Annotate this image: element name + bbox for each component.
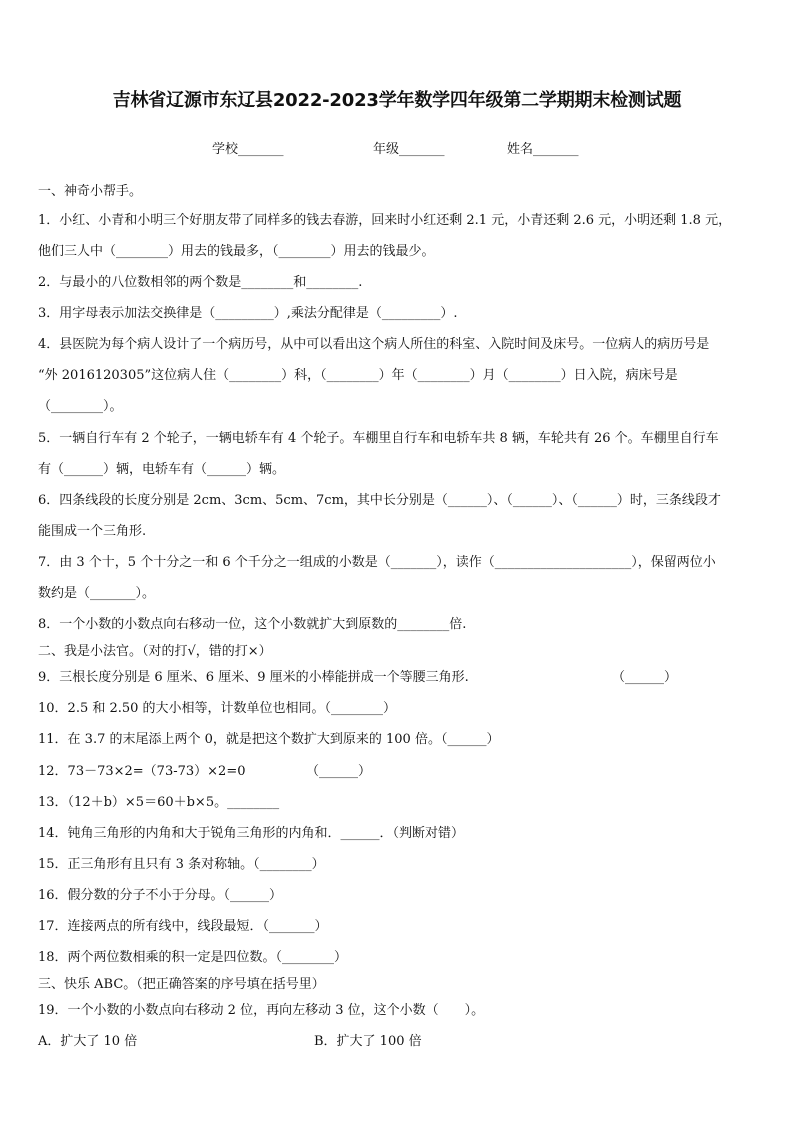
question-1-line-2: 他们三人中（________）用去的钱最多，（________）用去的钱最少。	[38, 244, 435, 259]
question-19-option-b: B．扩大了 100 倍	[314, 1034, 422, 1049]
question-10: 10．2.5 和 2.50 的大小相等，计数单位也相同。（________）	[38, 701, 397, 716]
grade-field: 年级_______	[373, 142, 445, 157]
question-7-line-2: 数约是（_______）。	[38, 586, 156, 601]
section-heading-1: 一、神奇小帮手。	[38, 184, 143, 199]
question-2: 2．与最小的八位数相邻的两个数是________和________.	[38, 275, 363, 290]
question-9: 9．三根长度分别是 6 厘米、6 厘米、9 厘米的小棒能拼成一个等腰三角形.	[38, 670, 469, 685]
question-15: 15．正三角形有且只有 3 条对称轴。（________）	[38, 857, 325, 872]
question-11: 11．在 3.7 的末尾添上两个 0，就是把这个数扩大到原来的 100 倍。（______）	[38, 732, 500, 747]
question-12: 12．73－73×2=（73-73）×2=0	[38, 764, 246, 779]
school-field: 学校_______	[212, 142, 284, 157]
question-14: 14．钝角三角形的内角和大于锐角三角形的内角和．______．（判断对错）	[38, 826, 465, 841]
section-heading-2: 二、我是小法官。（对的打√，错的打×）	[38, 644, 272, 659]
question-4-line-2: “外 2016120305”这位病人住（________）科，（________）年（________）月（________）日入院，病床号是	[38, 368, 678, 383]
section-heading-3: 三、快乐 ABC。（把正确答案的序号填在括号里）	[38, 977, 325, 992]
question-8: 8．一个小数的小数点向右移动一位，这个小数就扩大到原数的________倍.	[38, 617, 467, 632]
question-5-line-1: 5．一辆自行车有 2 个轮子，一辆电轿车有 4 个轮子。车棚里自行车和电轿车共 8 辆，车轮共有 26 个。车棚里自行车	[38, 431, 719, 446]
question-19-option-a: A．扩大了 10 倍	[38, 1034, 138, 1049]
page-title: 吉林省辽源市东辽县2022-2023学年数学四年级第二学期期末检测试题	[112, 90, 682, 111]
question-9-answer-blank: （______）	[612, 670, 678, 685]
question-19: 19．一个小数的小数点向右移动 2 位，再向左移动 3 位，这个小数（ ）。	[38, 1003, 485, 1018]
question-7-line-1: 7．由 3 个十，5 个十分之一和 6 个千分之一组成的小数是（_______），读作（_____________________），保留两位小	[38, 555, 716, 570]
question-18: 18．两个两位数相乘的积一定是四位数。（________）	[38, 950, 348, 965]
question-16: 16．假分数的分子不小于分母。（______）	[38, 888, 283, 903]
question-5-line-2: 有（______）辆，电轿车有（______）辆。	[38, 462, 286, 477]
question-12-answer-blank: （______）	[306, 764, 372, 779]
name-field: 姓名_______	[507, 142, 579, 157]
question-17: 17．连接两点的所有线中，线段最短．（_______）	[38, 919, 328, 934]
question-6-line-2: 能围成一个三角形.	[38, 524, 147, 539]
question-4-line-3: （________）。	[38, 399, 123, 414]
question-1-line-1: 1．小红、小青和小明三个好朋友带了同样多的钱去春游，回来时小红还剩 2.1 元，小青还剩 2.6 元，小明还剩 1.8 元，	[38, 213, 732, 228]
question-6-line-1: 6．四条线段的长度分别是 2cm、3cm、5cm、7cm，其中长分别是（______）、（______）、（______）时，三条线段才	[38, 493, 721, 508]
question-4-line-1: 4．县医院为每个病人设计了一个病历号，从中可以看出这个病人所住的科室、入院时间及床号。一位病人的病历号是	[38, 337, 710, 352]
question-3: 3．用字母表示加法交换律是（_________）,乘法分配律是（_________）.	[38, 306, 458, 321]
question-13: 13．（12＋b）×5＝60＋b×5。________	[38, 795, 280, 810]
